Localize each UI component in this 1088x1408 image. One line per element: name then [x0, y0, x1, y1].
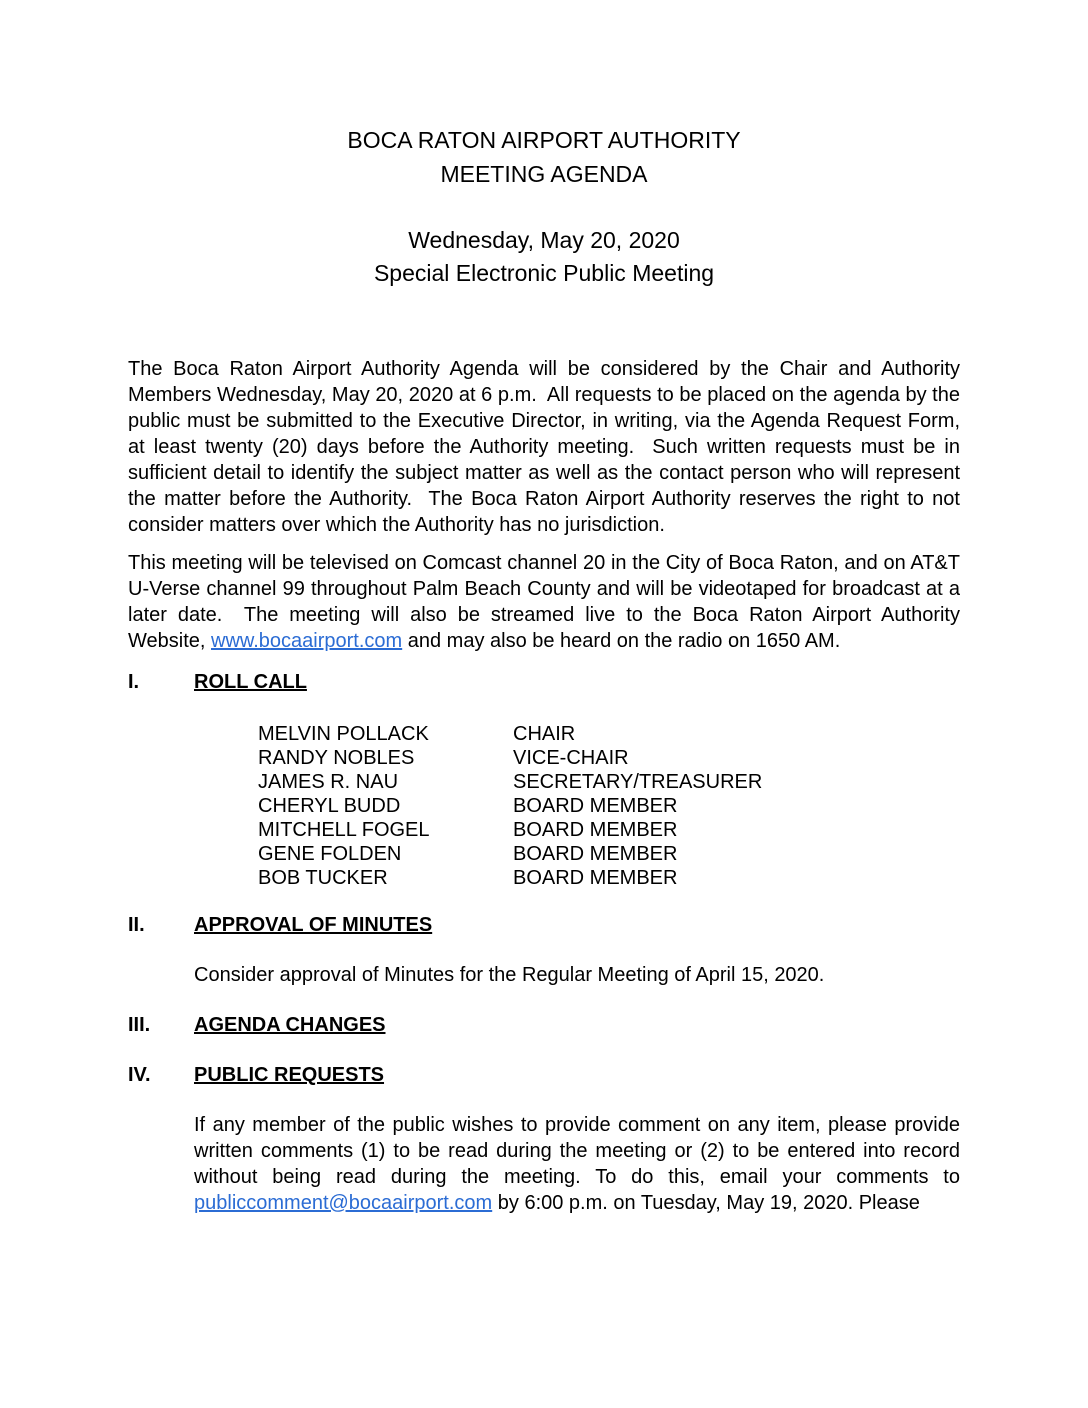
- member-title: CHAIR: [513, 723, 576, 745]
- member-name: BOB TUCKER: [258, 867, 388, 889]
- section-heading-roll-call: ROLL CALL: [194, 671, 307, 693]
- section-heading-approval-of-minutes: APPROVAL OF MINUTES: [194, 914, 433, 936]
- document-title: [128, 123, 960, 191]
- roll-call-row: [258, 794, 960, 818]
- roll-call-row: [258, 842, 960, 866]
- title-line-1: BOCA RATON AIRPORT AUTHORITY: [347, 127, 741, 153]
- member-name: RANDY NOBLES: [258, 747, 415, 769]
- document-subtitle: [128, 224, 960, 290]
- para2-text-before-link: This meeting will be televised on Comcast channel 20 in the City of Boca Raton, and on AT&T U-Verse channel 99 throughout Palm Beach County and will be videotaped for broadcast at a later date. The meeting will also be streamed live to the Boca Raton Airport Authority Website,: [128, 552, 966, 652]
- member-title: BOARD MEMBER: [513, 795, 678, 817]
- section-numeral-1: I.: [128, 671, 140, 693]
- section-agenda-changes-heading: [128, 1012, 960, 1038]
- roll-call-list: [258, 722, 960, 890]
- section-roll-call-heading: [128, 669, 960, 695]
- roll-call-row: [258, 746, 960, 770]
- public-requests-body: [194, 1112, 966, 1216]
- roll-call-row: [258, 866, 960, 890]
- title-line-2: MEETING AGENDA: [440, 161, 648, 187]
- member-title: BOARD MEMBER: [513, 843, 678, 865]
- public-requests-text-before-link: If any member of the public wishes to provide comment on any item, please provide written comments (1) to be read during the meeting or (2) to be entered into record without being read during the meeting. To do this, email your comments to: [194, 1114, 966, 1188]
- member-title: SECRETARY/TREASURER: [513, 771, 763, 793]
- intro-paragraph-1: The Boca Raton Airport Authority Agenda will be considered by the Chair and Authority Members Wednesday, May 20, 2020 at 6 p.m. All requests to be placed on the agenda by the public must be submitted to the Executive Director, in writing, via the Agenda Request Form, at least twenty (20) days before the Authority meeting. Such written requests must be in sufficient detail to identify the subject matter as well as the contact person who will represent the matter before the Authority. The Boca Raton Airport Authority reserves the right to not consider matters over which the Authority has no jurisdiction.: [128, 358, 966, 536]
- subtitle-meeting-type: Special Electronic Public Meeting: [373, 260, 715, 286]
- public-comment-email-link[interactable]: publiccomment@bocaairport.com: [194, 1192, 493, 1214]
- intro-paragraph-2: [128, 550, 966, 654]
- roll-call-row: [258, 722, 960, 746]
- member-title: BOARD MEMBER: [513, 819, 678, 841]
- approval-of-minutes-body: Consider approval of Minutes for the Regular Meeting of April 15, 2020.: [194, 964, 825, 986]
- member-title: BOARD MEMBER: [513, 867, 678, 889]
- section-numeral-4: IV.: [128, 1064, 151, 1086]
- para2-text-after-link: and may also be heard on the radio on 1650 AM.: [402, 630, 841, 652]
- subtitle-date: Wednesday, May 20, 2020: [408, 227, 680, 253]
- section-approval-of-minutes-heading: [128, 912, 960, 938]
- section-heading-public-requests: PUBLIC REQUESTS: [194, 1064, 385, 1086]
- section-public-requests-heading: [128, 1062, 960, 1088]
- roll-call-row: [258, 770, 960, 794]
- member-title: VICE-CHAIR: [513, 747, 629, 769]
- public-requests-text-after-link: by 6:00 p.m. on Tuesday, May 19, 2020. Please: [492, 1192, 920, 1214]
- roll-call-row: [258, 818, 960, 842]
- member-name: MITCHELL FOGEL: [258, 819, 430, 841]
- member-name: MELVIN POLLACK: [258, 723, 429, 745]
- section-numeral-2: II.: [128, 914, 145, 936]
- section-heading-agenda-changes: AGENDA CHANGES: [194, 1014, 386, 1036]
- website-link[interactable]: www.bocaairport.com: [211, 630, 403, 652]
- member-name: GENE FOLDEN: [258, 843, 402, 865]
- member-name: CHERYL BUDD: [258, 795, 401, 817]
- member-name: JAMES R. NAU: [258, 771, 399, 793]
- section-numeral-3: III.: [128, 1014, 151, 1036]
